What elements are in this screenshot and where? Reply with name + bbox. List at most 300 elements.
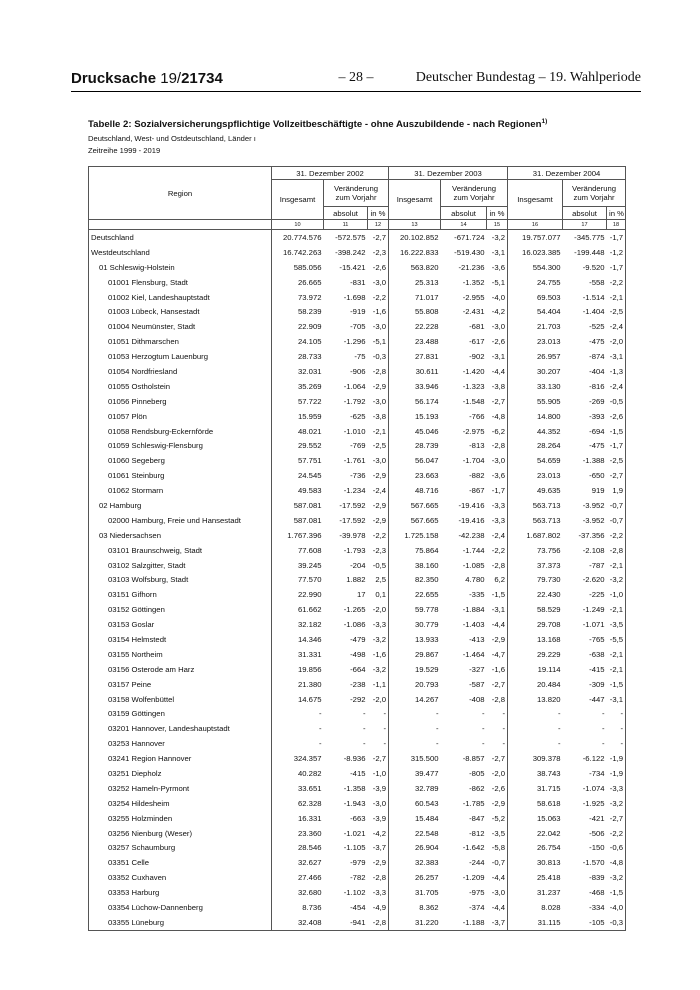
total-cell: 16.742.263 <box>272 245 324 260</box>
table-caption <box>88 118 547 130</box>
change-absolute-cell: -17.592 <box>339 500 366 510</box>
total-cell: - <box>389 707 441 722</box>
column-number: 12 <box>368 220 389 230</box>
change-percent-cell: 6,2 <box>487 572 508 587</box>
change-absolute-cell: 17 <box>356 590 366 600</box>
change-percent-cell: -3,2 <box>487 230 508 245</box>
total-cell: - <box>389 736 441 751</box>
table-row <box>89 394 626 409</box>
change-absolute-cell: -447 <box>589 694 605 704</box>
change-percent-cell: -4,0 <box>607 900 626 915</box>
change-percent-cell: -2,5 <box>607 304 626 319</box>
total-cell: 77.570 <box>272 572 324 587</box>
total-cell: - <box>508 721 563 736</box>
change-absolute-cell: -3.952 <box>582 500 605 510</box>
total-cell: 563.713 <box>508 498 563 513</box>
table-row <box>89 290 626 305</box>
parliament-label: Deutscher Bundestag – 19. Wahlperiode <box>415 70 641 85</box>
total-cell: 32.680 <box>272 885 324 900</box>
doc-number-light: 19/ <box>160 70 182 87</box>
change-percent-cell: -1,7 <box>487 483 508 498</box>
change-absolute-cell: -782 <box>350 873 366 883</box>
change-absolute-cell: -812 <box>469 828 485 838</box>
change-absolute-cell: -415 <box>589 664 605 674</box>
change-absolute-cell: -1.793 <box>343 545 366 555</box>
table-row <box>89 885 626 900</box>
region-cell: 01053 Herzogtum Lauenburg <box>89 349 272 364</box>
change-percent-cell: -2,6 <box>487 781 508 796</box>
total-cell: 8.362 <box>389 900 441 915</box>
change-percent-cell: -2,8 <box>487 438 508 453</box>
change-absolute-cell: 4.780 <box>465 575 485 585</box>
change-percent-cell: -2,8 <box>368 915 389 930</box>
region-cell: Westdeutschland <box>89 245 272 260</box>
total-cell: 22.228 <box>389 319 441 334</box>
change-absolute-cell: -587 <box>469 679 485 689</box>
change-absolute-cell: -479 <box>350 634 366 644</box>
table-row <box>89 751 626 766</box>
change-percent-cell: -4,4 <box>487 364 508 379</box>
change-percent-cell: -3,3 <box>487 498 508 513</box>
table-row <box>89 260 626 275</box>
change-absolute-cell: -413 <box>469 634 485 644</box>
change-percent-cell: 1,9 <box>607 483 626 498</box>
change-absolute-cell: - <box>481 709 485 719</box>
change-absolute-cell: -558 <box>589 277 605 287</box>
region-cell: 03255 Holzminden <box>89 811 272 826</box>
region-header: Region <box>89 167 272 220</box>
change-absolute-cell: -1.064 <box>343 381 366 391</box>
total-cell: 57.751 <box>272 453 324 468</box>
change-absolute-cell: -1.021 <box>343 828 366 838</box>
change-percent-cell: -3,8 <box>368 409 389 424</box>
change-percent-cell: -2,2 <box>368 528 389 543</box>
total-cell: 315.500 <box>389 751 441 766</box>
total-cell: 31.705 <box>389 885 441 900</box>
change-percent-cell: -3,6 <box>487 260 508 275</box>
change-percent-cell: -2,1 <box>368 424 389 439</box>
region-cell: 03241 Region Hannover <box>89 751 272 766</box>
table-row <box>89 438 626 453</box>
change-absolute-cell: -638 <box>589 649 605 659</box>
change-percent-cell: -3,3 <box>487 513 508 528</box>
change-absolute-cell: -8.936 <box>343 754 366 764</box>
change-percent-cell: - <box>607 707 626 722</box>
change-percent-cell: -2,1 <box>607 662 626 677</box>
change-absolute-cell: -1.570 <box>582 858 605 868</box>
change-absolute-cell: - <box>481 724 485 734</box>
change-percent-cell: -3,0 <box>368 319 389 334</box>
table-row <box>89 558 626 573</box>
change-absolute-cell: -2.620 <box>582 575 605 585</box>
percent-header: in % <box>487 207 508 220</box>
change-absolute-cell: -408 <box>469 694 485 704</box>
change-percent-cell: -2,9 <box>368 468 389 483</box>
total-cell: 19.529 <box>389 662 441 677</box>
total-cell: 15.959 <box>272 409 324 424</box>
change-percent-cell: -3,0 <box>487 319 508 334</box>
total-cell: 26.957 <box>508 349 563 364</box>
total-cell: 563.820 <box>389 260 441 275</box>
column-number-blank <box>89 220 272 230</box>
change-percent-cell: -3,7 <box>368 841 389 856</box>
change-absolute-cell: -1.086 <box>343 620 366 630</box>
total-cell: 587.081 <box>272 498 324 513</box>
change-percent-cell: -5,1 <box>487 275 508 290</box>
change-absolute-cell: -1.943 <box>343 798 366 808</box>
change-percent-cell: 0,1 <box>368 587 389 602</box>
change-percent-cell: -3,6 <box>487 468 508 483</box>
change-absolute-cell: -1.105 <box>343 843 366 853</box>
change-absolute-cell: -1.464 <box>462 649 485 659</box>
total-cell: 31.331 <box>272 647 324 662</box>
change-percent-cell: -4,4 <box>487 900 508 915</box>
change-absolute-cell: -1.209 <box>462 873 485 883</box>
change-percent-cell: -3,0 <box>487 885 508 900</box>
table-row <box>89 349 626 364</box>
region-cell: 03257 Schaumburg <box>89 841 272 856</box>
region-cell: 01054 Nordfriesland <box>89 364 272 379</box>
change-absolute-cell: -1.102 <box>343 888 366 898</box>
total-cell: 554.300 <box>508 260 563 275</box>
change-percent-cell: -1,9 <box>607 766 626 781</box>
change-percent-cell: -3,7 <box>487 915 508 930</box>
change-absolute-cell: -1.704 <box>462 456 485 466</box>
change-absolute-cell: -882 <box>469 471 485 481</box>
total-cell: 8.028 <box>508 900 563 915</box>
change-percent-cell: -3,0 <box>368 453 389 468</box>
change-percent-cell: -1,6 <box>368 304 389 319</box>
total-cell: 22.990 <box>272 587 324 602</box>
total-cell: 15.193 <box>389 409 441 424</box>
caption-subtitle-period: Zeitreihe 1999 - 2019 <box>88 146 161 155</box>
change-absolute-cell: -2.955 <box>462 292 485 302</box>
change-absolute-cell: -2.108 <box>582 545 605 555</box>
change-absolute-cell: -404 <box>589 366 605 376</box>
region-cell: 03354 Lüchow-Dannenberg <box>89 900 272 915</box>
table-row <box>89 721 626 736</box>
change-absolute-cell: -3.952 <box>582 515 605 525</box>
table-row <box>89 811 626 826</box>
total-cell: 20.484 <box>508 677 563 692</box>
total-cell: 32.383 <box>389 855 441 870</box>
change-percent-cell: -4,9 <box>368 900 389 915</box>
change-absolute-cell: -625 <box>350 411 366 421</box>
total-cell: 56.174 <box>389 394 441 409</box>
change-absolute-cell: -1.358 <box>343 783 366 793</box>
region-cell: 01 Schleswig-Holstein <box>89 260 272 275</box>
change-absolute-cell: -769 <box>350 441 366 451</box>
total-cell: 21.380 <box>272 677 324 692</box>
change-absolute-cell: -1.642 <box>462 843 485 853</box>
table-row <box>89 543 626 558</box>
change-absolute-cell: -766 <box>469 411 485 421</box>
total-cell: 24.105 <box>272 334 324 349</box>
column-number: 16 <box>508 220 563 230</box>
change-absolute-cell: -415 <box>350 769 366 778</box>
change-percent-cell: -1,7 <box>607 230 626 245</box>
change-percent-cell: -2,7 <box>487 394 508 409</box>
change-absolute-cell: -694 <box>589 426 605 436</box>
total-cell: 32.789 <box>389 781 441 796</box>
change-absolute-cell: -1.420 <box>462 366 485 376</box>
region-cell: 02000 Hamburg, Freie und Hansestadt <box>89 513 272 528</box>
change-absolute-cell: -309 <box>589 679 605 689</box>
change-absolute-cell: -617 <box>469 337 485 347</box>
change-absolute-cell: -1.785 <box>462 798 485 808</box>
change-percent-cell: - <box>487 707 508 722</box>
total-cell: 55.905 <box>508 394 563 409</box>
change-absolute-cell: -2.431 <box>462 307 485 317</box>
total-cell: 79.730 <box>508 572 563 587</box>
change-percent-cell: -3,3 <box>368 885 389 900</box>
table-row <box>89 424 626 439</box>
total-cell: 30.207 <box>508 364 563 379</box>
total-cell: 19.114 <box>508 662 563 677</box>
total-cell: 37.373 <box>508 558 563 573</box>
total-cell: 62.328 <box>272 796 324 811</box>
total-cell: 23.488 <box>389 334 441 349</box>
change-absolute-cell: -475 <box>589 337 605 347</box>
change-absolute-cell: -398.242 <box>335 247 366 257</box>
change-absolute-cell: -787 <box>589 560 605 570</box>
running-header <box>71 70 641 92</box>
table-row <box>89 617 626 632</box>
total-cell: 82.350 <box>389 572 441 587</box>
total-cell: 22.042 <box>508 826 563 841</box>
change-percent-cell: -1,9 <box>607 751 626 766</box>
doc-prefix: Drucksache <box>71 70 157 87</box>
change-percent-cell: -1,5 <box>607 424 626 439</box>
total-cell: - <box>272 736 324 751</box>
total-cell: - <box>272 721 324 736</box>
change-percent-cell: -3,0 <box>368 394 389 409</box>
change-percent-cell: -1,2 <box>607 245 626 260</box>
total-cell: 20.774.576 <box>272 230 324 245</box>
total-cell: 22.430 <box>508 587 563 602</box>
total-cell: 29.867 <box>389 647 441 662</box>
total-cell: 20.793 <box>389 677 441 692</box>
absolut-header: absolut <box>441 207 487 220</box>
change-percent-cell: -0,7 <box>607 513 626 528</box>
total-cell: 8.736 <box>272 900 324 915</box>
change-absolute-cell: -765 <box>589 634 605 644</box>
total-cell: 75.864 <box>389 543 441 558</box>
total-cell: 58.239 <box>272 304 324 319</box>
region-cell: 03253 Hannover <box>89 736 272 751</box>
change-percent-cell: - <box>607 736 626 751</box>
region-cell: 03156 Osterode am Harz <box>89 662 272 677</box>
total-cell: 26.904 <box>389 841 441 856</box>
total-cell: - <box>389 721 441 736</box>
column-number: 14 <box>441 220 487 230</box>
total-cell: 13.820 <box>508 692 563 707</box>
region-cell: 03158 Wolfenbüttel <box>89 692 272 707</box>
total-cell: 13.933 <box>389 632 441 647</box>
date-header-2002: 31. Dezember 2002 <box>272 167 389 180</box>
change-percent-cell: -4,7 <box>487 647 508 662</box>
doc-number-bold: 21734 <box>181 70 223 87</box>
table-row <box>89 662 626 677</box>
change-absolute-cell: -269 <box>589 396 605 406</box>
region-cell: 03153 Goslar <box>89 617 272 632</box>
region-cell: 03352 Cuxhaven <box>89 870 272 885</box>
total-cell: 39.245 <box>272 558 324 573</box>
region-cell: 01058 Rendsburg-Eckernförde <box>89 424 272 439</box>
total-cell: 29.229 <box>508 647 563 662</box>
change-absolute-cell: -19.416 <box>458 515 485 525</box>
total-cell: 25.313 <box>389 275 441 290</box>
change-absolute-cell: -39.978 <box>339 530 366 540</box>
region-cell: 03254 Hildesheim <box>89 796 272 811</box>
change-absolute-cell: -475 <box>589 441 605 451</box>
change-percent-cell: -2,2 <box>607 826 626 841</box>
total-cell: 14.346 <box>272 632 324 647</box>
change-absolute-cell: -6.122 <box>582 754 605 764</box>
change-percent-cell: -2,5 <box>368 438 389 453</box>
region-cell: 03154 Helmstedt <box>89 632 272 647</box>
change-percent-cell: -2,0 <box>607 334 626 349</box>
change-percent-cell: -5,2 <box>487 811 508 826</box>
table-row <box>89 647 626 662</box>
change-percent-cell: -2,7 <box>368 751 389 766</box>
region-cell: 01061 Steinburg <box>89 468 272 483</box>
change-absolute-cell: -975 <box>469 888 485 898</box>
table-row <box>89 826 626 841</box>
total-cell: 38.743 <box>508 766 563 781</box>
change-absolute-cell: -663 <box>350 813 366 823</box>
change-percent-cell: -3,3 <box>368 617 389 632</box>
change-absolute-cell: -1.188 <box>441 915 487 930</box>
change-absolute-cell: - <box>601 724 605 734</box>
total-cell: 30.779 <box>389 617 441 632</box>
change-percent-cell: -3,3 <box>607 781 626 796</box>
change-absolute-cell: -867 <box>469 486 485 496</box>
total-cell: 23.013 <box>508 334 563 349</box>
total-cell: 55.808 <box>389 304 441 319</box>
insgesamt-header: Insgesamt <box>389 180 441 220</box>
change-absolute-cell: -525 <box>589 322 605 332</box>
change-percent-cell: - <box>607 721 626 736</box>
total-cell: 35.269 <box>272 379 324 394</box>
change-percent-cell: -2,2 <box>487 543 508 558</box>
total-cell: 567.665 <box>389 513 441 528</box>
change-percent-cell: -1,5 <box>607 677 626 692</box>
change-percent-cell: -2,3 <box>368 245 389 260</box>
total-cell: 61.662 <box>272 602 324 617</box>
total-cell: 1.687.802 <box>508 528 563 543</box>
region-cell: 01003 Lübeck, Hansestadt <box>89 304 272 319</box>
change-absolute-cell: -650 <box>589 471 605 481</box>
absolut-header: absolut <box>563 207 607 220</box>
region-cell: 01055 Ostholstein <box>89 379 272 394</box>
total-cell: 69.503 <box>508 290 563 305</box>
change-absolute-cell: -37.356 <box>578 530 605 540</box>
total-cell: 49.583 <box>272 483 324 498</box>
total-cell: 16.023.385 <box>508 245 563 260</box>
change-percent-cell: -2,2 <box>368 290 389 305</box>
region-cell: 03102 Salzgitter, Stadt <box>89 558 272 573</box>
change-percent-cell: -2,2 <box>607 528 626 543</box>
total-cell: 48.021 <box>272 424 324 439</box>
total-cell: 28.546 <box>272 841 324 856</box>
total-cell: 33.651 <box>272 781 324 796</box>
total-cell: 14.267 <box>389 692 441 707</box>
region-cell: 01056 Pinneberg <box>89 394 272 409</box>
change-absolute-cell: -292 <box>350 694 366 704</box>
change-percent-cell: - <box>487 736 508 751</box>
total-cell: - <box>508 707 563 722</box>
change-absolute-cell: - <box>362 709 366 719</box>
change-percent-cell: -2,5 <box>607 453 626 468</box>
change-absolute-cell: -21.236 <box>458 262 485 272</box>
change-absolute-cell: -468 <box>589 888 605 898</box>
change-percent-cell: -3,1 <box>607 349 626 364</box>
change-absolute-cell: -150 <box>589 843 605 853</box>
total-cell: 59.778 <box>389 602 441 617</box>
change-absolute-cell: - <box>362 739 366 749</box>
change-percent-cell: -3,0 <box>368 275 389 290</box>
total-cell: - <box>272 707 324 722</box>
change-absolute-cell: -736 <box>350 471 366 481</box>
change-absolute-cell: -906 <box>350 366 366 376</box>
change-percent-cell: -2,9 <box>368 513 389 528</box>
change-absolute-cell: -805 <box>469 769 485 778</box>
change-percent-cell: -3,5 <box>487 826 508 841</box>
change-absolute-cell: -19.416 <box>458 500 485 510</box>
change-absolute-cell: -75 <box>354 352 366 362</box>
table-row <box>89 334 626 349</box>
change-percent-cell: -1,0 <box>607 587 626 602</box>
change-absolute-cell: -1.074 <box>582 783 605 793</box>
change-absolute-cell: -1.404 <box>582 307 605 317</box>
total-cell: 23.013 <box>508 468 563 483</box>
change-percent-cell: -3,2 <box>368 662 389 677</box>
total-cell: 26.665 <box>272 275 324 290</box>
change-absolute-cell: -498 <box>350 649 366 659</box>
total-cell: 28.733 <box>272 349 324 364</box>
change-percent-cell: -2,0 <box>368 602 389 617</box>
total-cell: 56.047 <box>389 453 441 468</box>
region-cell: 03157 Peine <box>89 677 272 692</box>
total-cell: 32.627 <box>272 855 324 870</box>
change-percent-cell: -3,1 <box>487 245 508 260</box>
region-cell: 03152 Göttingen <box>89 602 272 617</box>
total-cell: 31.715 <box>508 781 563 796</box>
change-absolute-cell: -244 <box>469 858 485 868</box>
change-percent-cell: -1,3 <box>607 364 626 379</box>
change-percent-cell: -2,4 <box>607 379 626 394</box>
change-percent-cell: -1,5 <box>487 587 508 602</box>
change-absolute-cell: -9.520 <box>582 262 605 272</box>
total-cell: 26.754 <box>508 841 563 856</box>
change-percent-cell: -2,1 <box>607 602 626 617</box>
change-percent-cell: -0,5 <box>368 558 389 573</box>
region-cell: 01002 Kiel, Landeshauptstadt <box>89 290 272 305</box>
change-percent-cell: -4,2 <box>368 826 389 841</box>
change-percent-cell: - <box>368 736 389 751</box>
change-percent-cell: -3,0 <box>487 453 508 468</box>
table-row <box>89 677 626 692</box>
total-cell: 19.856 <box>272 662 324 677</box>
region-cell: 03159 Göttingen <box>89 707 272 722</box>
region-cell: 03251 Diepholz <box>89 766 272 781</box>
total-cell: 19.757.077 <box>508 230 563 245</box>
footnote-mark: 1) <box>541 118 548 125</box>
table-row <box>89 870 626 885</box>
change-absolute-cell: -572.575 <box>335 232 366 242</box>
region-cell: 03 Niedersachsen <box>89 528 272 543</box>
